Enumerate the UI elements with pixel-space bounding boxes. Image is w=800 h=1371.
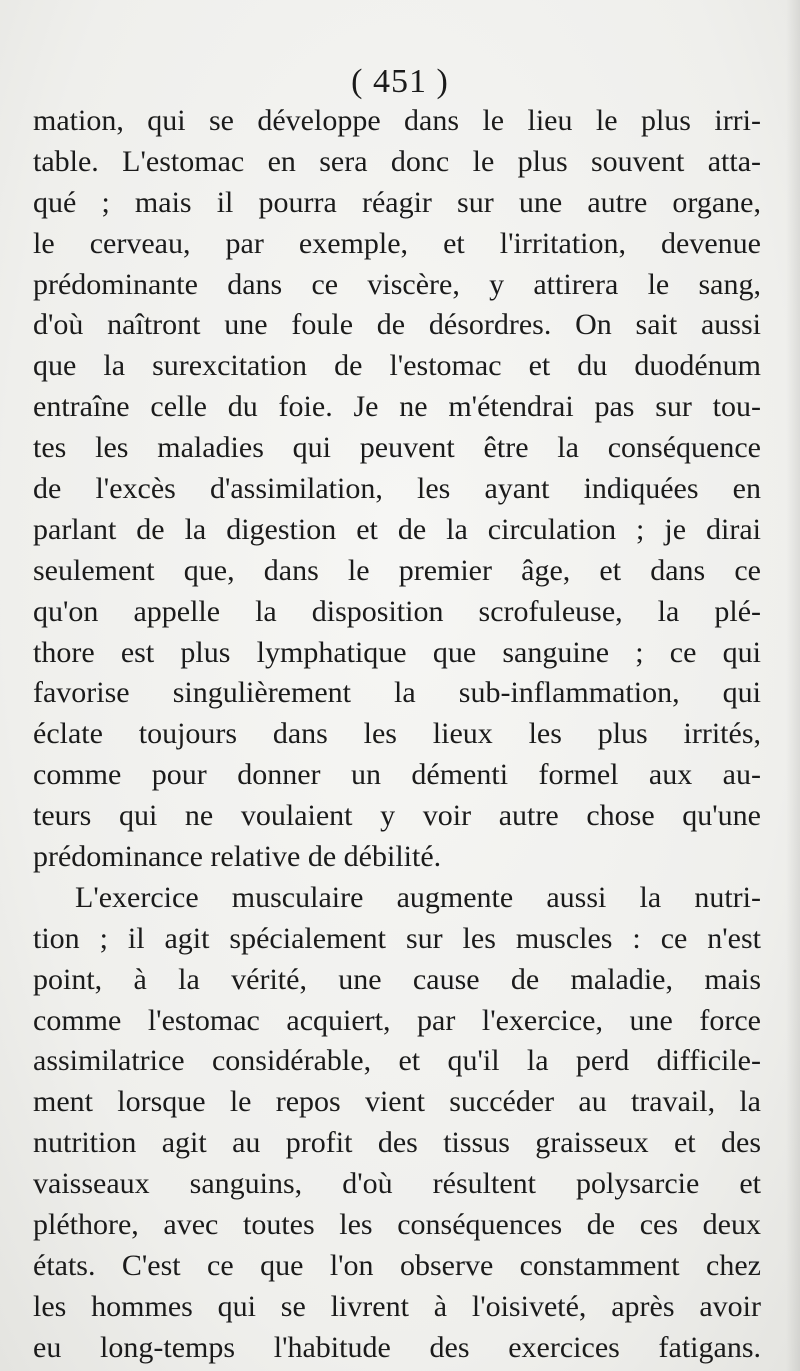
text-line: favorise singulièrement la sub-inflammation, qui bbox=[33, 676, 761, 710]
text-line: de l'excès d'assimilation, les ayant indiquées en bbox=[33, 472, 761, 506]
paragraph-end-line: prédominance relative de débilité. bbox=[33, 840, 442, 874]
text-line: qué ; mais il pourra réagir sur une autre organe, bbox=[33, 185, 761, 219]
text-line: comme pour donner un démenti formel aux au- bbox=[33, 758, 761, 792]
text-line: pléthore, avec toutes les conséquences de ces deux bbox=[33, 1208, 761, 1242]
paragraph-start-line: L'exercice musculaire augmente aussi la nutri- bbox=[75, 880, 761, 914]
text-line: point, à la vérité, une cause de maladie, mais bbox=[33, 962, 761, 996]
text-line: table. L'estomac en sera donc le plus souvent atta- bbox=[33, 144, 761, 178]
text-line: que la surexcitation de l'estomac et du duodénum bbox=[33, 349, 761, 383]
text-line: assimilatrice considérable, et qu'il la perd difficile- bbox=[33, 1044, 761, 1078]
text-line: le cerveau, par exemple, et l'irritation, devenue bbox=[33, 226, 761, 260]
text-line: éclate toujours dans les lieux les plus irrités, bbox=[33, 717, 761, 751]
page-number: ( 451 ) bbox=[351, 63, 449, 100]
text-line: les hommes qui se livrent à l'oisiveté, après avoir bbox=[33, 1289, 761, 1323]
text-line: tion ; il agit spécialement sur les muscles : ce n'est bbox=[33, 921, 761, 955]
text-line: états. C'est ce que l'on observe constamment chez bbox=[33, 1248, 761, 1282]
text-line: eu long-temps l'habitude des exercices fatigans. bbox=[33, 1330, 761, 1364]
text-line: tes les maladies qui peuvent être la conséquence bbox=[33, 431, 761, 465]
text-line: vaisseaux sanguins, d'où résultent polysarcie et bbox=[33, 1167, 761, 1201]
text-line: comme l'estomac acquiert, par l'exercice, une force bbox=[33, 1003, 761, 1037]
text-line: nutrition agit au profit des tissus graisseux et des bbox=[33, 1126, 761, 1160]
text-line: teurs qui ne voulaient y voir autre chose qu'une bbox=[33, 799, 761, 833]
text-line: mation, qui se développe dans le lieu le plus irri- bbox=[33, 104, 761, 137]
text-line: thore est plus lymphatique que sanguine ; ce qui bbox=[33, 635, 761, 669]
text-line: entraîne celle du foie. Je ne m'étendrai pas sur tou- bbox=[33, 390, 761, 424]
body-text bbox=[33, 101, 761, 1369]
text-line: parlant de la digestion et de la circulation ; je dirai bbox=[33, 512, 761, 546]
text-line: d'où naîtront une foule de désordres. On sait aussi bbox=[33, 308, 761, 342]
page-edge-shadow bbox=[786, 0, 800, 1371]
text-line: seulement que, dans le premier âge, et dans ce bbox=[33, 553, 761, 587]
text-line: ment lorsque le repos vient succéder au travail, la bbox=[33, 1085, 761, 1119]
text-line: prédominante dans ce viscère, y attirera le sang, bbox=[33, 267, 761, 301]
text-line: qu'on appelle la disposition scrofuleuse, la plé- bbox=[33, 594, 761, 628]
